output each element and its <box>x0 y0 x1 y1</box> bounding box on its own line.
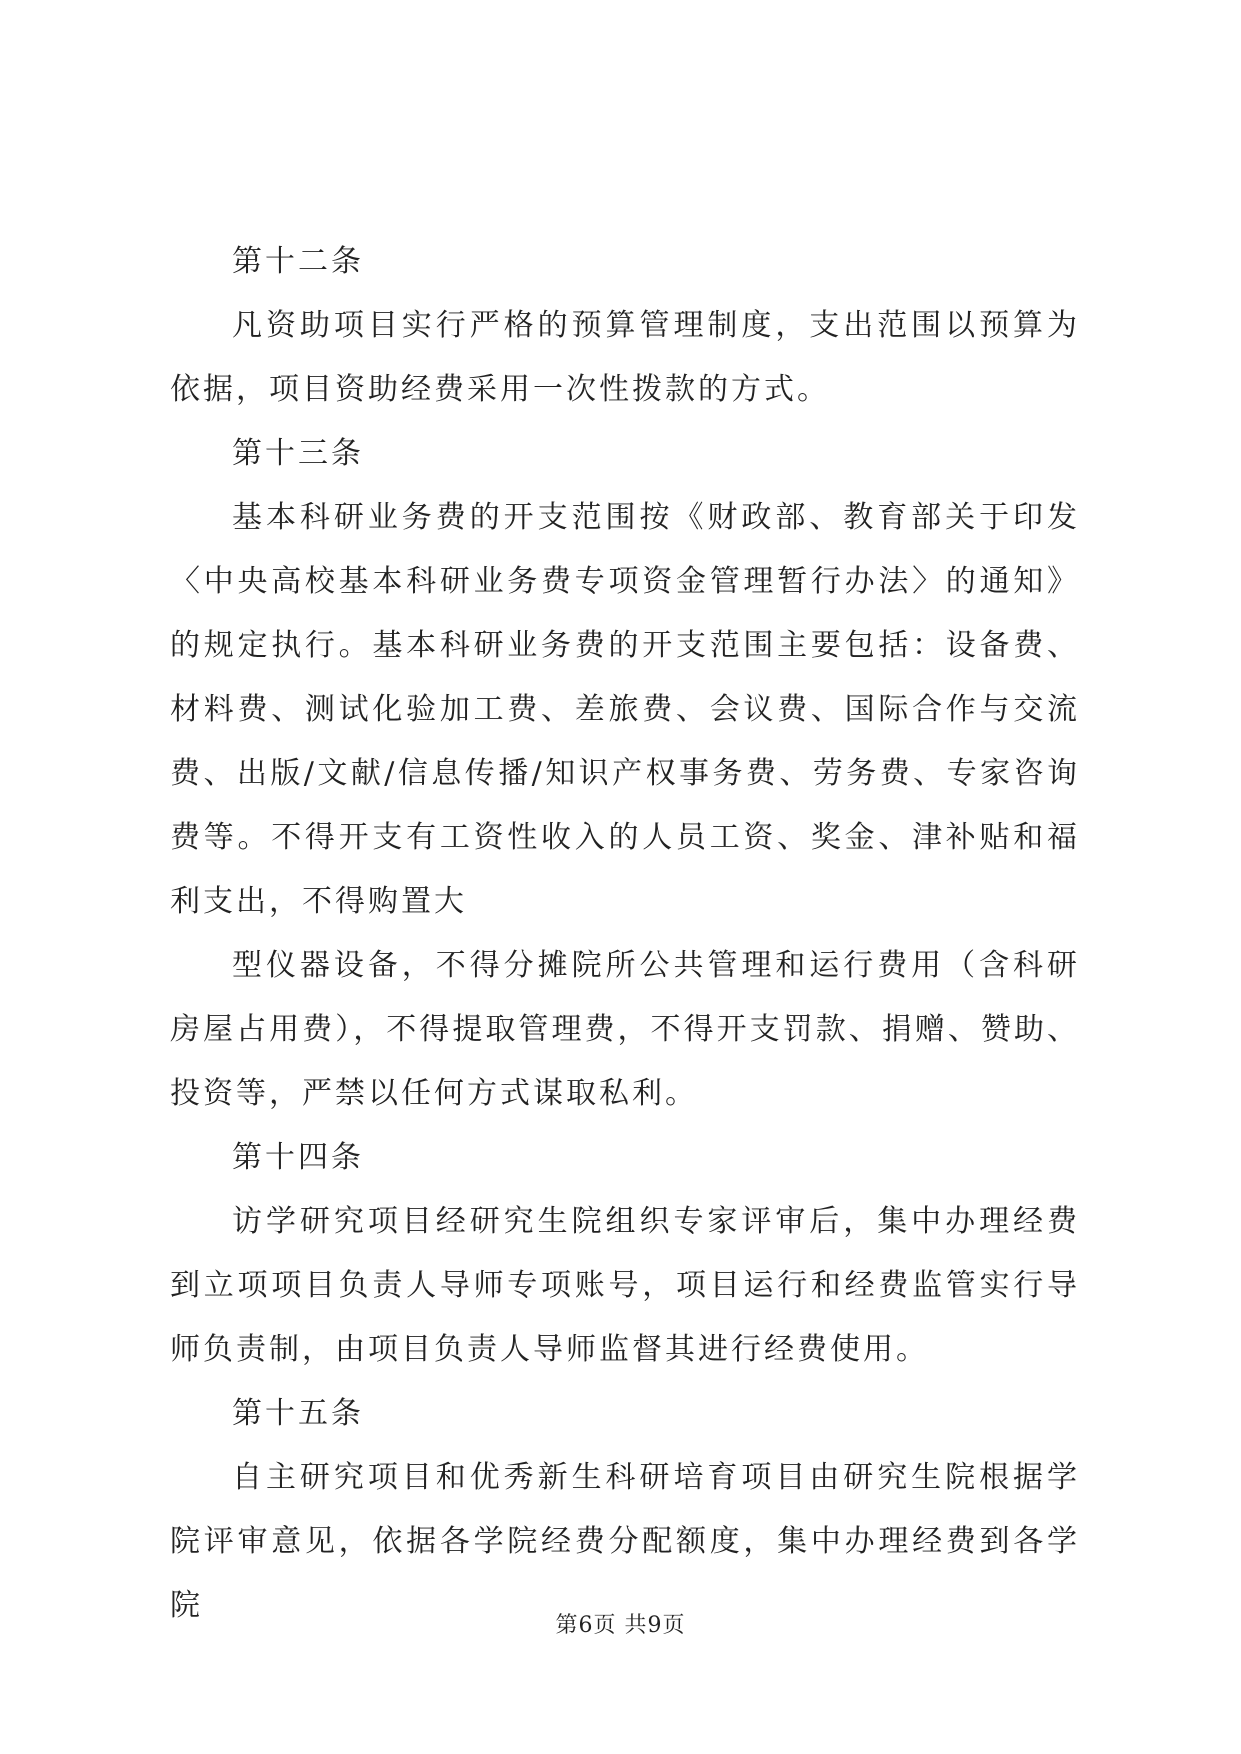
article-heading-15: 第十五条 <box>232 1396 364 1431</box>
document-body <box>170 230 1080 1638</box>
article-heading-13: 第十三条 <box>232 436 364 471</box>
page-footer: 第6页 共9页 <box>555 1613 686 1638</box>
article-heading-14: 第十四条 <box>232 1140 364 1175</box>
article-15-paragraph: 自主研究项目和优秀新生科研培育项目由研究生院根据学院评审意见，依据各学院经费分配额度，集中办理经费到各学院 <box>170 1460 1080 1623</box>
article-14-paragraph: 访学研究项目经研究生院组织专家评审后，集中办理经费到立项项目负责人导师专项账号，项目运行和经费监管实行导师负责制，由项目负责人导师监督其进行经费使用。 <box>170 1204 1080 1367</box>
article-heading-12: 第十二条 <box>232 244 364 279</box>
article-12-paragraph: 凡资助项目实行严格的预算管理制度，支出范围以预算为依据，项目资助经费采用一次性拨款的方式。 <box>170 308 1080 407</box>
article-13-paragraph-2: 型仪器设备，不得分摊院所公共管理和运行费用（含科研房屋占用费），不得提取管理费，不得开支罚款、捐赠、赞助、投资等，严禁以任何方式谋取私利。 <box>170 948 1080 1111</box>
article-13-paragraph-1: 基本科研业务费的开支范围按《财政部、教育部关于印发〈中央高校基本科研业务费专项资金管理暂行办法〉的通知》的规定执行。基本科研业务费的开支范围主要包括：设备费、材料费、测试化验加工费、差旅费、会议费、国际合作与交流费、出版/文献/信息传播/知识产权事务费、劳务费、专家咨询费等。不得开支有工资性收入的人员工资、奖金、津补贴和福利支出，不得购置大 <box>170 500 1080 919</box>
